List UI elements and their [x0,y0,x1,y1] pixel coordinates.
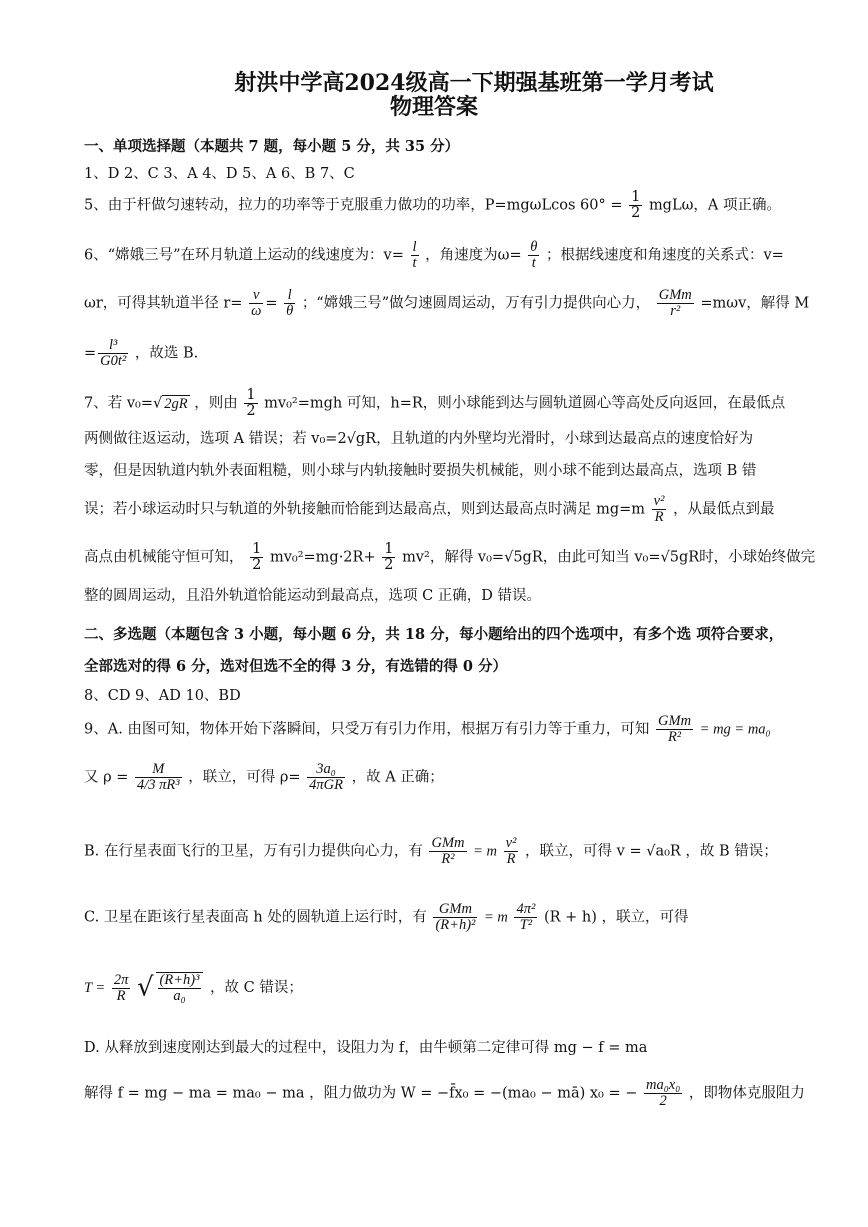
page-subtitle: 物理答案 [389,94,478,120]
q7-line3: 零，但是因轨道内轨外表面粗糙，则小球与内轨接触时要损失机械能，则小球不能到达最高点，选项 B 错 [84,463,757,479]
q6-line1: 6、“嫦娥三号”在环月轨道上运动的线速度为：v= $\frac{l}{t}$ ，角速度为ω= $\frac{\theta}{t}$ ；根据线速度和角速度的关系式：v= [84,239,784,272]
section1-answers: 1、D 2、C 3、A 4、D 5、A 6、B 7、C [84,166,355,182]
page-title: 射洪中学高2024级高一下期强基班第一学月考试 [234,70,714,96]
q5-fraction: $\frac{1}{2}$ [631,189,641,222]
q7-line2: 两侧做往返运动，选项 A 错误；若 v₀=2√gR，且轨道的内外壁均光滑时，小球到达最高点的速度恰好为 [84,431,754,447]
q9-c-line1: C. 卫星在距该行星表面高 h 处的圆轨道上运行时，有 $\frac{\text{GMm}}{\text{(R+h)²}}$ = m $\frac{\text{4π²}}{\text{T²}}$ (R + h) ，联立，可得 [84,901,689,934]
q9-d-line2: 解得 f = mg − ma = ma₀ − ma ，阻力做功为 W = −f̄x₀ = −(ma₀ − mā) x₀ = − $\frac{\text{ma₀x₀}}{2}$ ，即物体克服阻力 [84,1077,805,1110]
q5-tail: mgLω，A 项正确。 [648,197,782,214]
q9-a-line2: 又 ρ = $\frac{M}{\text{4/3 πR³}}$ ，联立，可得 ρ= $\frac{\text{3a₀}}{\text{4πGR}}$ ，故 A 正确； [84,761,444,794]
q9-c-line2: T = $\frac{2\pi}{R}$ √ $\frac{\text{(R+h)³}}{\text{a₀}}$ ，故 C 错误； [84,971,303,1005]
q7-line5: 高点由机械能守恒可知， $\frac{1}{2}$ mv₀²=mg·2R+ $\frac{1}{2}$ mv²，解得 v₀=√5gR，由此可知当 v₀=√5gR时，小球始终做完 [84,541,816,574]
section2-heading-line1: 二、多选题（本题包含 3 小题，每小题 6 分，共 18 分，每小题给出的四个选项中，有多个选 项符合要求， [84,626,784,643]
q7-line6: 整的圆周运动，且沿外轨道恰能运动到最高点，选项 C 正确，D 错误。 [84,588,542,604]
q9-b-line: B. 在行星表面飞行的卫星，万有引力提供向心力，有 $\frac{\text{GMm}}{\text{R²}}$ = m $\frac{\text{v²}}{R}$ ，联立，可得 v = √a₀R ，故 B 错误； [84,835,778,868]
q7-line4: 误；若小球运动时只与轨道的外轨接触而恰能到达最高点，则到达最高点时满足 mg=m $\frac{\text{v²}}{R}$ ，从最低点到最 [84,493,775,526]
section2-answers: 8、CD 9、AD 10、BD [84,688,241,704]
q5-text: 5、由于杆做匀速转动，拉力的功率等于克服重力做功的功率，P=mgωLcos 60° = [84,197,623,214]
q9-a-line1: 9、A. 由图可知，物体开始下落瞬间，只受万有引力作用，根据万有引力等于重力，可知 $\frac{\text{GMm}}{\text{R²}}$ = mg = ma₀ [84,713,771,746]
q6-line2: ωr，可得其轨道半径 r= $\frac{v}{\omega}$ = $\frac{l}{\theta}$ ；“嫦娥三号”做匀速圆周运动，万有引力提供向心力， $\frac{\text{GMm}}{\text{r²}}$ =mωv，解得 M [84,287,810,320]
q5-explanation [84,190,808,221]
section1-heading: 一、单项选择题（本题共 7 题，每小题 5 分，共 35 分） [84,138,460,155]
q9-d-line1: D. 从释放到速度刚达到最大的过程中，设阻力为 f，由牛顿第二定律可得 mg − f = ma [84,1040,648,1056]
q7-line1: 7、若 v₀=√ 2gR ，则由 $\frac{1}{2}$ mv₀²=mgh 可知，h=R，则小球能到达与圆轨道圆心等高处反向返回，在最低点 [84,387,786,420]
q6-line3: = $\frac{\text{l³}}{\text{G0t²}}$ ，故选 B. [84,337,199,370]
section2-heading-line2: 全部选对的得 6 分，选对但选不全的得 3 分，有选错的得 0 分） [84,658,508,675]
